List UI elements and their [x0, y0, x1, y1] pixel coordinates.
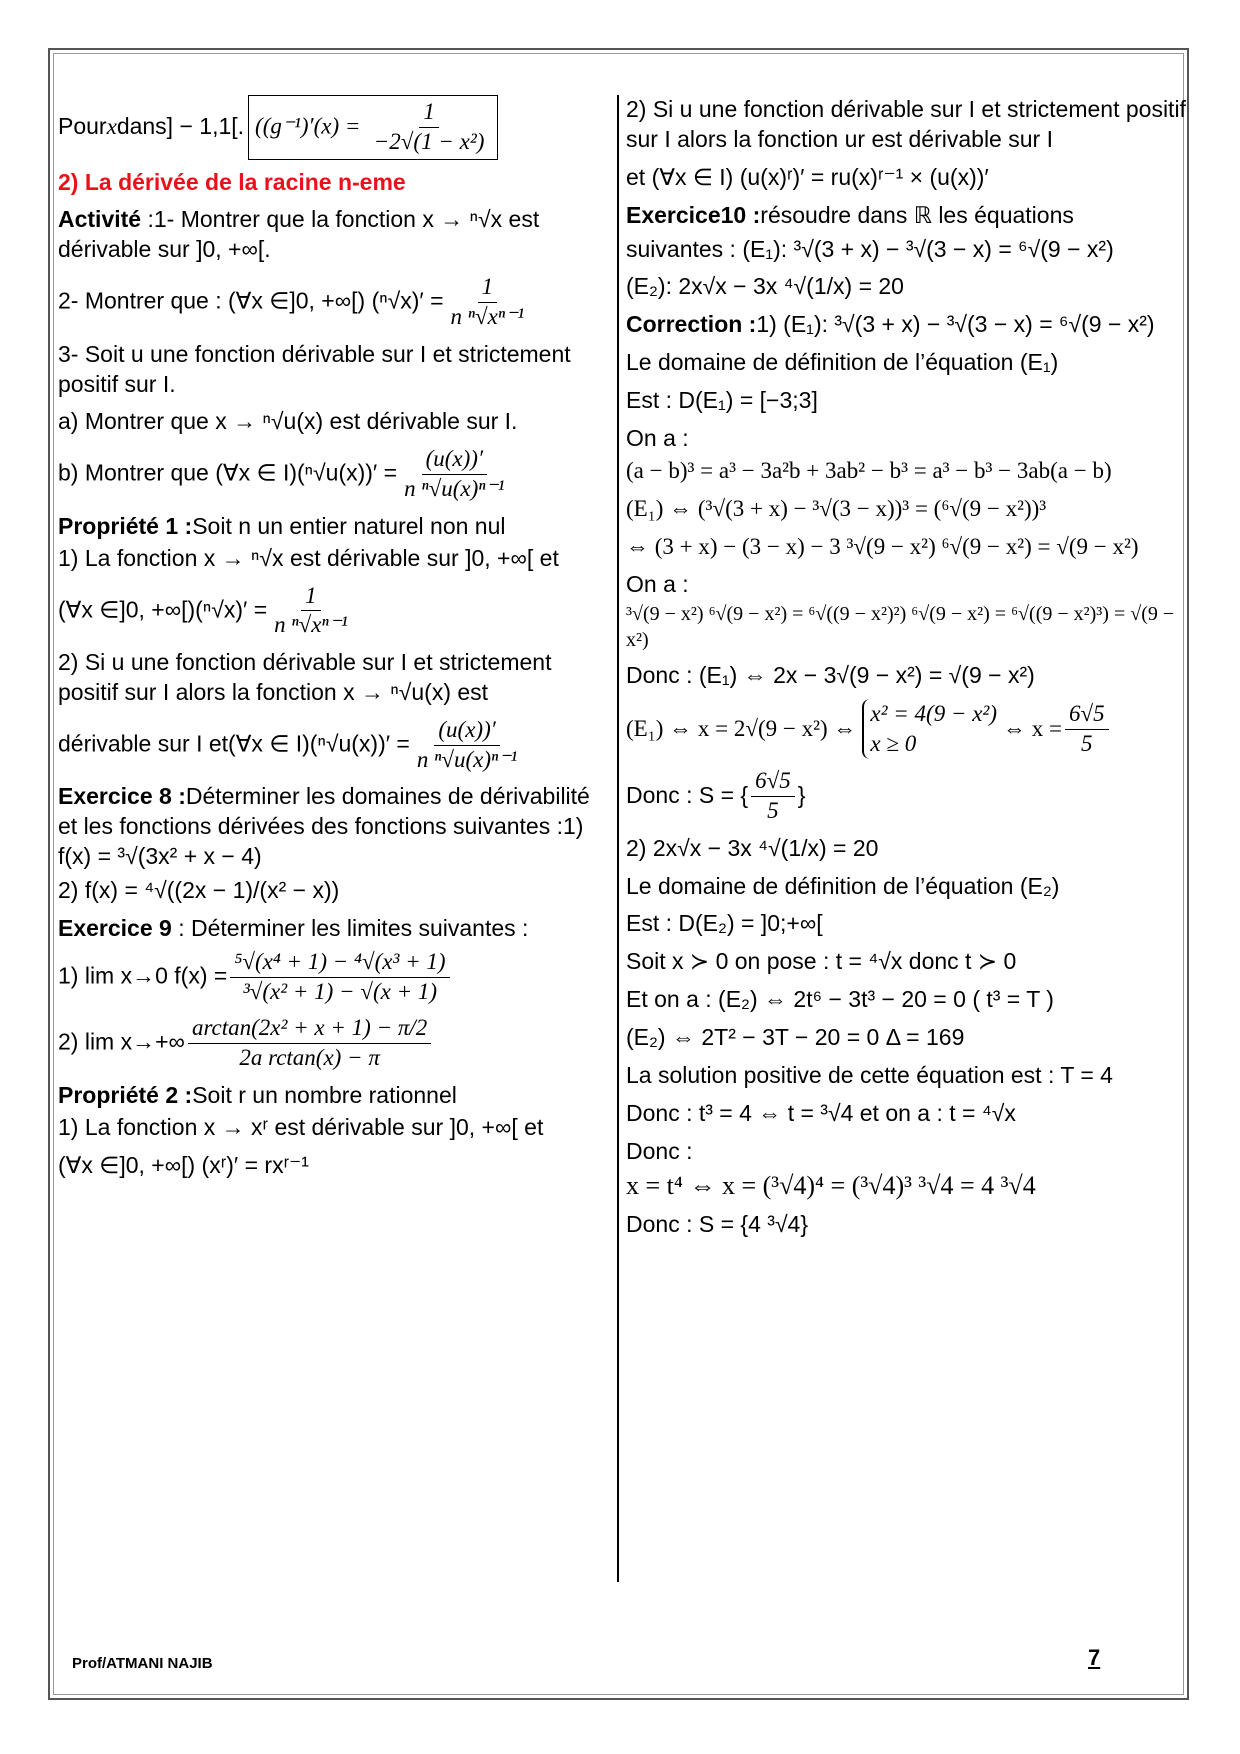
equation-e2: 2) 2x√x − 3x ⁴√(1/x) = 20 — [626, 834, 879, 861]
section-title: 2) La dérivée de la racine n-eme — [58, 168, 406, 195]
propriete-2-item-1: 1) La fonction x → xʳ est dérivable sur ]0, +∞[ et — [58, 1113, 544, 1140]
equation-2: ⇔ (3 + x) − (3 − x) − 3 ³√(9 − x²) ⁶√(9 − x²) = √(9 − x²) — [626, 533, 1139, 559]
equation-system: x² = 4(9 − x²) x ≥ 0 — [862, 699, 997, 759]
propriete-2-item-2-formula: et (∀x ∈ I) (u(x)ʳ)′ = ru(x)ʳ⁻¹ × (u(x))′ — [626, 163, 989, 190]
correction-on-a-1: On a : — [626, 425, 689, 452]
activite-q1: Activité :1- Montrer que la fonction x → ⁿ√x est dérivable sur ]0, +∞[. — [58, 206, 540, 263]
correction-on-a-2: On a : — [626, 570, 689, 597]
exercice-8-item-2: 2) f(x) = ⁴√((2x − 1)/(x² − x)) — [58, 877, 340, 904]
equation-donc-3: Donc : t³ = 4 ⇔ t = ³√4 et on a : t = ⁴√x — [626, 1099, 1016, 1126]
boxed-derivative-formula: ((g⁻¹)′(x) = $\frac{1}{\text{−2√(1 − x²)}}$ — [248, 95, 498, 160]
propriete-1-title: Propriété 1 :Soit n un entier naturel non nul — [58, 512, 506, 539]
column-divider — [617, 95, 619, 1582]
substitution: Soit x ≻ 0 on pose : t = ⁴√x donc t ≻ 0 — [626, 948, 1017, 975]
identity: (a − b)³ = a³ − 3a²b + 3ab² − b³ = a³ − b³ − 3ab(a − b) — [626, 457, 1112, 483]
exercice-9: Exercice 9 : Déterminer les limites suivantes : — [58, 914, 529, 941]
equation-4: (E₁) ⇔ x = 2√(9 − x²) ⇔ x² = 4(9 − x²) x ≥ 0 ⇔ x = $\frac{6√5}{5}$ — [626, 699, 1186, 759]
equation-7: x = t⁴ ⇔ x = (³√4)⁴ = (³√4)³ ³√4 = 4 ³√4 — [626, 1170, 1036, 1200]
equation-donc-1: Donc : (E₁) ⇔ 2x − 3√(9 − x²) = √(9 − x²) — [626, 662, 1035, 689]
exercice-10-e1: suivantes : (E₁): ³√(3 + x) − ³√(3 − x) = ⁶√(9 − x²) — [626, 235, 1114, 262]
correction-domain-2: Le domaine de définition de l’équation (E₂) — [626, 872, 1060, 899]
correction-domain-value: Est : D(E₁) = [−3;3] — [626, 387, 818, 414]
propriete-1-item-2-formula: dérivable sur I et(∀x ∈ I)(ⁿ√u(x))′ = $\frac{(u(x))'}{\text{n ⁿ√u(x)ⁿ⁻¹}}$ — [58, 716, 518, 772]
left-column — [58, 95, 613, 1189]
exercice-9-item-1: 1) lim x→0 f(x) = $\frac{\text{⁵√(x⁴ + 1) − ⁴√(x³ + 1)}}{\text{³√(x² + 1) − √(x + 1)}}$ — [58, 948, 613, 1007]
equation-1: (E₁) ⇔ (³√(3 + x) − ³√(3 − x))³ = (⁶√(9 − x²))³ — [626, 495, 1047, 521]
correction-domain: Le domaine de définition de l’équation (E₁) — [626, 349, 1059, 376]
propriete-1-item-1-formula: (∀x ∈]0, +∞[)(ⁿ√x)′ = $\frac{1}{\text{n ⁿ√xⁿ⁻¹}}$ — [58, 582, 348, 638]
activite-q2: 2- Montrer que : (∀x ∈]0, +∞[) (ⁿ√x)′ = $\frac{1}{\text{n ⁿ√xⁿ⁻¹}}$ — [58, 274, 525, 329]
exercice-10: Exercice10 :résoudre dans ℝ les équations — [626, 201, 1074, 228]
equation-donc-4: Donc : — [626, 1137, 693, 1164]
correction: Correction :1) (E₁): ³√(3 + x) − ³√(3 − x) = ⁶√(9 − x²) — [626, 311, 1155, 338]
equation-6: (E₂) ⇔ 2T² − 3T − 20 = 0 Δ = 169 — [626, 1024, 965, 1051]
exercice-9-item-2: 2) lim x→+∞ $\frac{\text{arctan(2x² + x + 1) − π/2}}{\text{2a rctan(x) − π}}$ — [58, 1014, 613, 1073]
activite-qb: b) Montrer que (∀x ∈ I)(ⁿ√u(x))′ = $\frac{(u(x))'}{\text{n ⁿ√u(x)ⁿ⁻¹}}$ — [58, 446, 505, 502]
positive-solution: La solution positive de cette équation est : T = 4 — [626, 1061, 1113, 1088]
propriete-2-title: Propriété 2 :Soit r un nombre rationnel — [58, 1081, 457, 1108]
propriete-2-item-1-formula: (∀x ∈]0, +∞[) (xʳ)′ = rxʳ⁻¹ — [58, 1151, 309, 1178]
domain-line: Pour x dans] − 1,1[. ((g⁻¹)′(x) = $\frac{1}{\text{−2√(1 − x²)}}$ — [58, 95, 613, 160]
right-column — [626, 95, 1186, 1248]
correction-domain-value-2: Est : D(E₂) = ]0;+∞[ — [626, 910, 823, 937]
equation-3: ³√(9 − x²) ⁶√(9 − x²) = ⁶√((9 − x²)²) ⁶√(9 − x²) = ⁶√((9 − x²)³) = √(9 − x²) — [626, 603, 1175, 652]
footer-author: Prof/ATMANI NAJIB — [72, 1655, 213, 1672]
propriete-2-item-2: 2) Si u une fonction dérivable sur I et strictement positif sur I alors la fonction ur est dérivable sur I — [626, 96, 1186, 152]
propriete-1-item-1: 1) La fonction x → ⁿ√x est dérivable sur ]0, +∞[ et — [58, 544, 559, 571]
activite-q3: 3- Soit u une fonction dérivable sur I et strictement positif sur I. — [58, 340, 571, 397]
equation-5: Et on a : (E₂) ⇔ 2t⁶ − 3t³ − 20 = 0 ( t³ = T ) — [626, 986, 1054, 1013]
solution-set-2: Donc : S = {4 ³√4} — [626, 1211, 809, 1238]
page-number: 7 — [1088, 1645, 1101, 1670]
activite-qa: a) Montrer que x → ⁿ√u(x) est dérivable sur I. — [58, 408, 518, 435]
propriete-1-item-2: 2) Si u une fonction dérivable sur I et strictement positif sur I alors la fonction x → ⁿ√u(x) est — [58, 649, 552, 706]
exercice-10-e2: (E₂): 2x√x − 3x ⁴√(1/x) = 20 — [626, 273, 904, 300]
solution-set-1: Donc : S = { $\frac{6√5}{5}$ } — [626, 768, 806, 823]
exercice-8: Exercice 8 :Déterminer les domaines de dérivabilité et les fonctions dérivées des fonctions suivantes :1) f(x) = ³√(3x² + x − 4) — [58, 783, 590, 870]
